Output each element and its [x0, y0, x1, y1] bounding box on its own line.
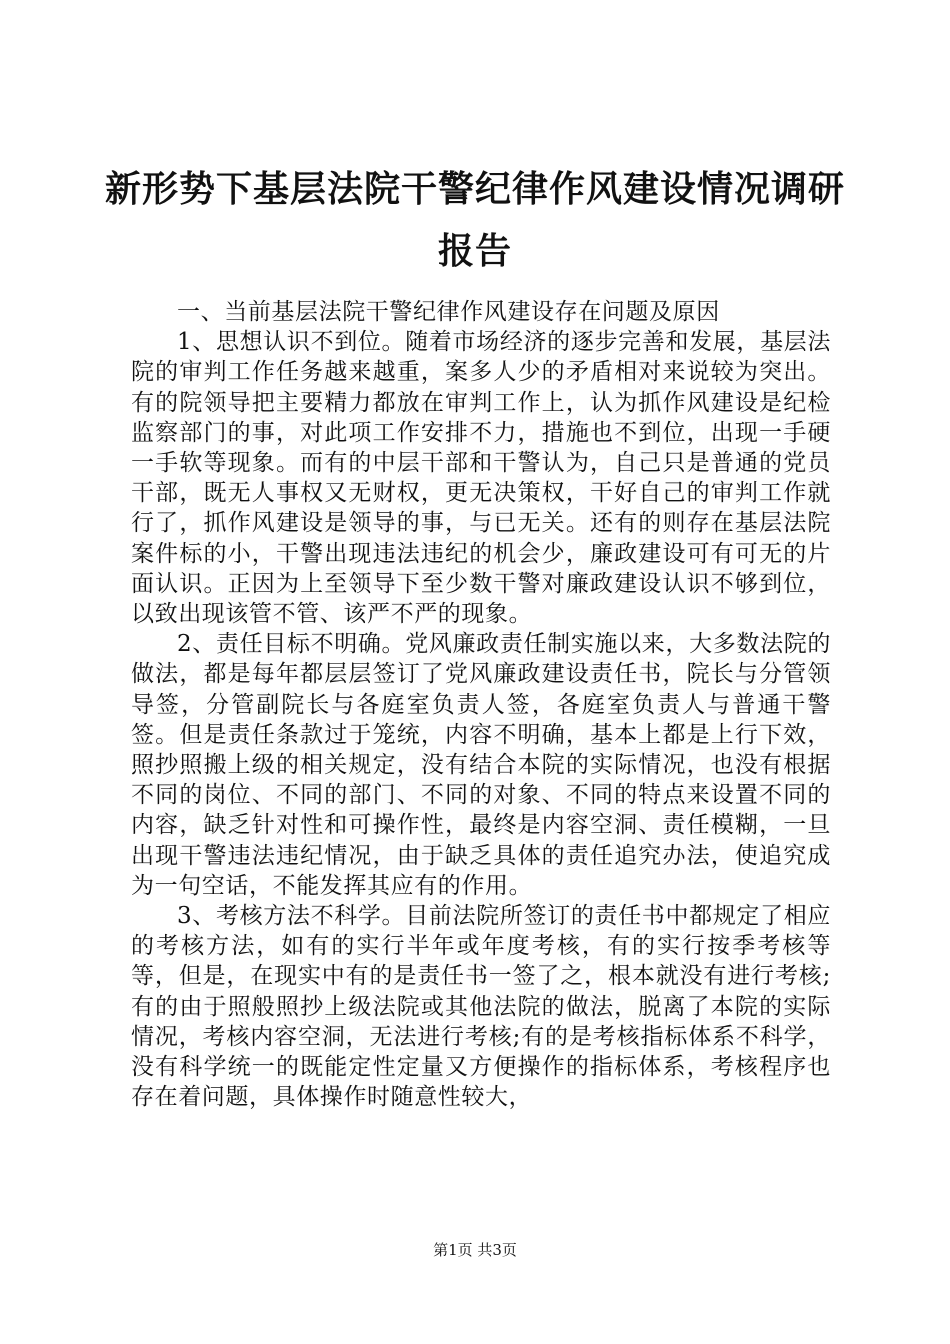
- document-title: 新形势下基层法院干警纪律作风建设情况调研报告: [104, 168, 845, 272]
- section-heading: 一、当前基层法院干警纪律作风建设存在问题及原因: [177, 299, 720, 325]
- page-number-footer: 第1页 共3页: [433, 1241, 517, 1259]
- document-body: [131, 297, 831, 1112]
- paragraph: 2、责任目标不明确。党风廉政责任制实施以来，大多数法院的做法，都是每年都层层签订了党风廉政建设责任书，院长与分管领导签，分管副院长与各庭室负责人签，各庭室负责人与普通干警签。但是责任条款过于笼统，内容不明确，基本上都是上行下效，照抄照搬上级的相关规定，没有结合本院的实际情况，也没有根据不同的岗位、不同的部门、不同的对象、不同的特点来设置不同的内容，缺乏针对性和可操作性，最终是内容空洞、责任模糊，一旦出现干警违法违纪情况，由于缺乏具体的责任追究办法，使追究成为一句空话，不能发挥其应有的作用。: [131, 631, 831, 899]
- paragraph: 3、考核方法不科学。目前法院所签订的责任书中都规定了相应的考核方法，如有的实行半年或年度考核，有的实行按季考核等等，但是，在现实中有的是责任书一签了之，根本就没有进行考核;有的由于照般照抄上级法院或其他法院的做法，脱离了本院的实际情况，考核内容空洞，无法进行考核;有的是考核指标体系不科学，没有科学统一的既能定性定量又方便操作的指标体系，考核程序也存在着问题，具体操作时随意性较大，: [131, 903, 831, 1111]
- paragraph: 1、思想认识不到位。随着市场经济的逐步完善和发展，基层法院的审判工作任务越来越重，案多人少的矛盾相对来说较为突出。有的院领导把主要精力都放在审判工作上，认为抓作风建设是纪检监察部门的事，对此项工作安排不力，措施也不到位，出现一手硬一手软等现象。而有的中层干部和干警认为，自己只是普通的党员干部，既无人事权又无财权，更无决策权，干好自己的审判工作就行了，抓作风建设是领导的事，与已无关。还有的则存在基层法院案件标的小，干警出现违法违纪的机会少，廉政建设可有可无的片面认识。正因为上至领导下至少数干警对廉政建设认识不够到位，以致出现该管不管、该严不严的现象。: [131, 329, 831, 628]
